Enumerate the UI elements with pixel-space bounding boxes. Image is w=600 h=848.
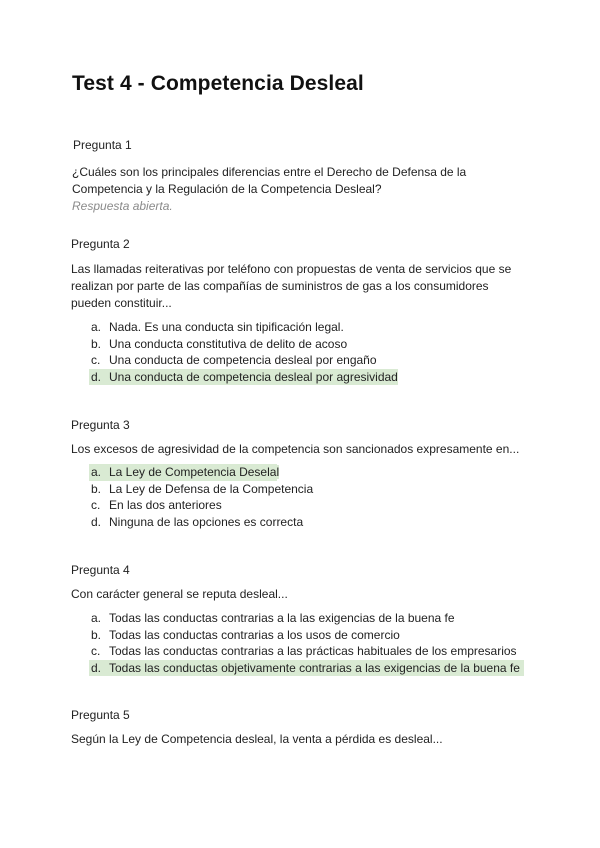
question-1-note: Respuesta abierta. [72, 199, 173, 213]
question-5-label: Pregunta 5 [71, 708, 130, 722]
page-title: Test 4 - Competencia Desleal [72, 72, 364, 95]
option-text: Una conducta constitutiva de delito de acoso [109, 336, 348, 351]
option-b [91, 336, 398, 353]
option-letter: a. [91, 320, 102, 334]
question-4-options [91, 610, 524, 676]
option-letter: d. [91, 660, 102, 675]
question-2-options [91, 319, 398, 385]
option-b [91, 627, 524, 644]
option-letter: a. [91, 465, 102, 479]
question-2-text-line: Las llamadas reiterativas por teléfono con propuestas de venta de servicios que se [71, 262, 512, 276]
question-2-text-line: realizan por parte de las compañías de suministros de gas a los consumidores [71, 279, 489, 293]
option-text: La Ley de Competencia Deselal [109, 465, 280, 479]
option-b [91, 481, 313, 498]
option-text: Una conducta de competencia desleal por engaño [109, 353, 377, 367]
option-text: La Ley de Defensa de la Competencia [109, 481, 314, 496]
option-letter: d. [91, 514, 102, 529]
option-text: Ninguna de las opciones es correcta [109, 514, 304, 529]
option-text: Todas las conductas contrarias a los usos de comercio [109, 627, 400, 642]
question-1-label: Pregunta 1 [73, 138, 132, 152]
option-text: Todas las conductas contrarias a la las exigencias de la buena fe [109, 611, 455, 625]
option-letter: c. [91, 498, 101, 512]
option-letter: d. [91, 369, 102, 384]
option-letter: c. [91, 353, 101, 367]
question-3-text-line: Los excesos de agresividad de la competencia son sancionados expresamente en... [71, 442, 520, 456]
option-text: En las dos anteriores [109, 498, 222, 512]
option-text: Nada. Es una conducta sin tipificación legal. [109, 320, 344, 334]
question-2-label: Pregunta 2 [71, 237, 130, 251]
option-letter: b. [91, 627, 102, 642]
question-1-text-line: ¿Cuáles son los principales diferencias entre el Derecho de Defensa de la [72, 165, 467, 179]
question-4-text-line: Con carácter general se reputa desleal... [71, 587, 288, 601]
option-text: Todas las conductas objetivamente contrarias a las exigencias de la buena fe [109, 660, 520, 675]
option-c [91, 643, 524, 660]
question-2-text-line: pueden constituir... [71, 296, 172, 310]
option-d-correct [89, 660, 524, 677]
question-1-text [72, 164, 532, 198]
question-5-text-line: Según la Ley de Competencia desleal, la venta a pérdida es desleal... [71, 732, 443, 746]
option-d [91, 514, 313, 531]
option-a [91, 319, 398, 336]
option-d-correct [89, 369, 398, 386]
question-5-text [71, 731, 541, 748]
question-4-text [71, 586, 541, 603]
option-letter: b. [91, 336, 102, 351]
option-letter: b. [91, 481, 102, 496]
question-4-label: Pregunta 4 [71, 563, 130, 577]
question-1-text-line: Competencia y la Regulación de la Competencia Desleal? [72, 182, 382, 196]
option-a-correct [89, 464, 280, 481]
option-text: Una conducta de competencia desleal por agresividad [109, 369, 398, 384]
option-letter: a. [91, 611, 102, 625]
question-3-label: Pregunta 3 [71, 418, 130, 432]
question-3-text [71, 441, 541, 458]
option-letter: c. [91, 644, 101, 658]
question-3-options [91, 464, 313, 530]
question-2-text [71, 261, 541, 312]
option-text: Todas las conductas contrarias a las prácticas habituales de los empresarios [109, 644, 517, 658]
option-c [91, 352, 398, 369]
option-a [91, 610, 524, 627]
option-c [91, 497, 313, 514]
